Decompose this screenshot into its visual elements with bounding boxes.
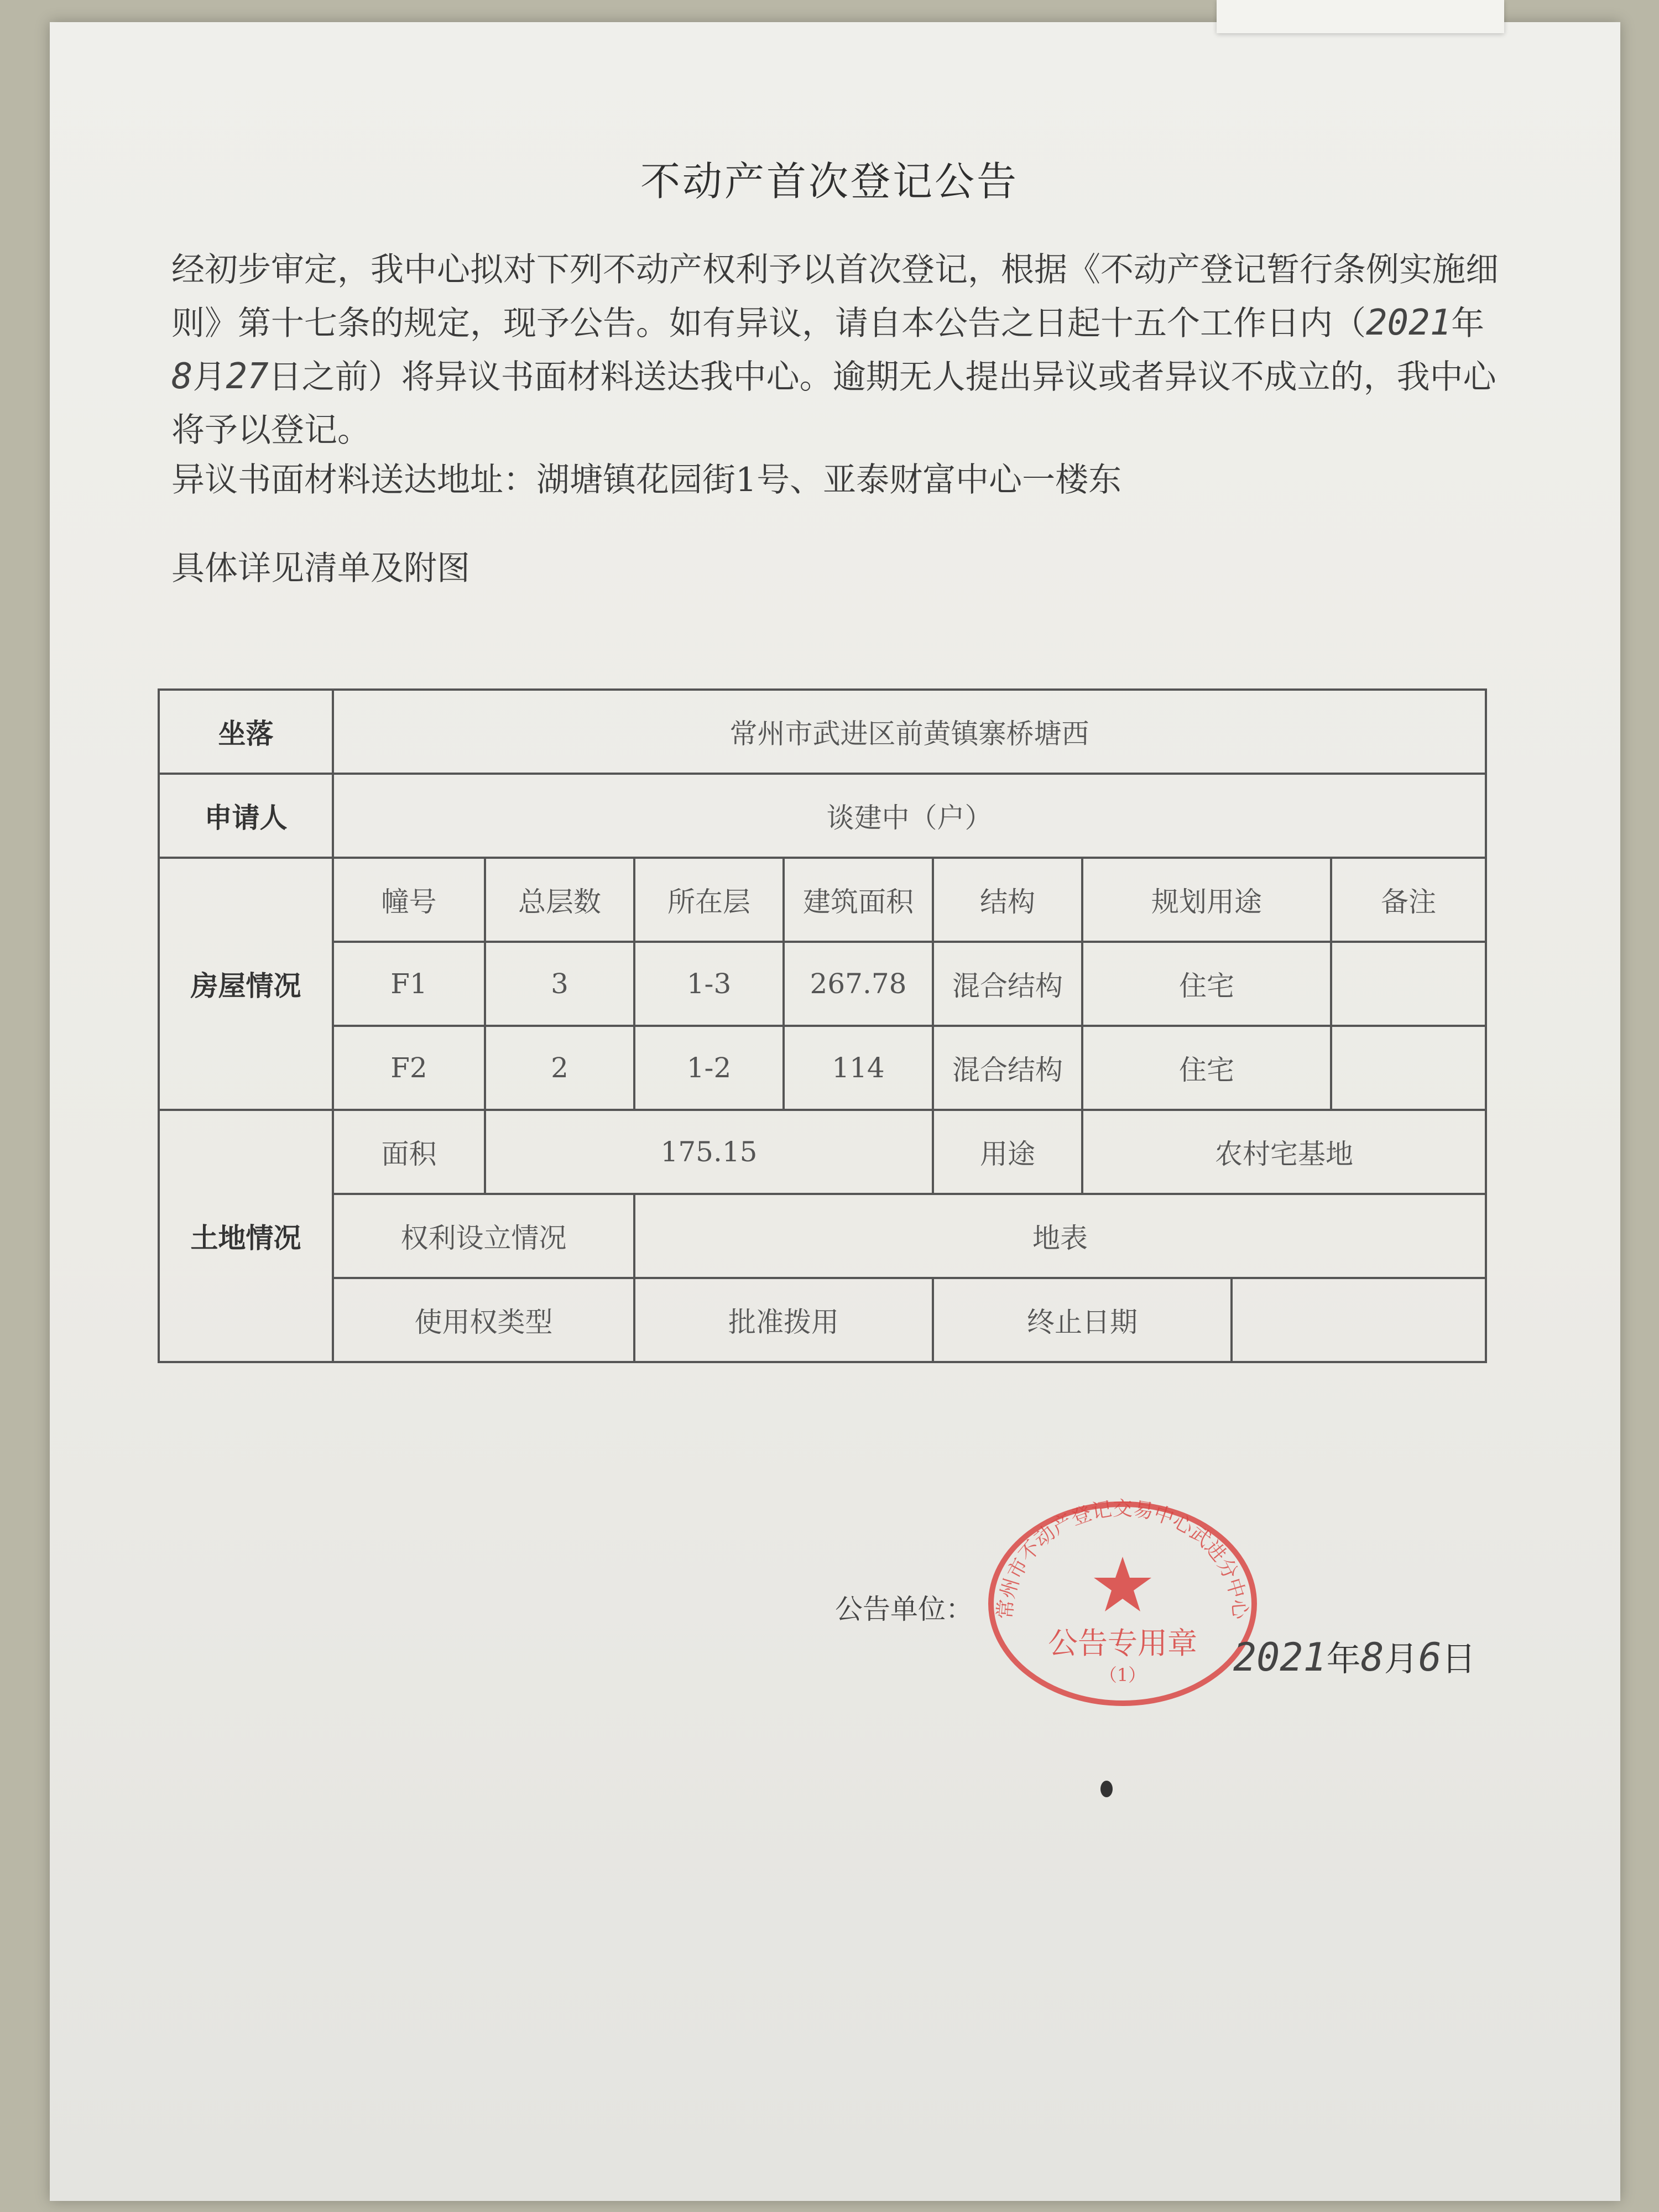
house-row-f2: [159, 1026, 1486, 1110]
ink-speck: [1100, 1781, 1113, 1797]
house-header-area: 建筑面积: [784, 858, 933, 942]
house-row-f1: [159, 942, 1486, 1026]
sign-month: 8: [1360, 1635, 1384, 1680]
house-header-use: 规划用途: [1082, 858, 1331, 942]
use-value: 农村宅基地: [1082, 1110, 1486, 1194]
usetype-value: 批准拨用: [634, 1278, 933, 1362]
property-table: [158, 688, 1487, 1363]
seal-main-text: 公告专用章: [1048, 1626, 1197, 1661]
notice-title: 不动产首次登记公告: [640, 158, 1019, 205]
end-date-value: [1232, 1278, 1486, 1362]
land-label: 土地情况: [159, 1110, 333, 1362]
applicant-label: 申请人: [159, 774, 333, 858]
table-cell: 住宅: [1082, 942, 1331, 1026]
deadline-month: 8: [171, 356, 193, 397]
month-char: 月: [192, 358, 226, 397]
land-rights-row: [159, 1194, 1486, 1278]
location-value: 常州市武进区前黄镇寨桥塘西: [333, 690, 1486, 774]
table-cell: 267.78: [784, 942, 933, 1026]
house-header-floors: 总层数: [485, 858, 634, 942]
use-label: 用途: [933, 1110, 1082, 1194]
house-header-remarks: 备注: [1331, 858, 1486, 942]
seal-star-icon: [1094, 1557, 1151, 1611]
house-label: 房屋情况: [159, 858, 333, 1110]
table-cell: 3: [485, 942, 634, 1026]
details-note: 具体详见清单及附图: [171, 549, 470, 588]
year-char: 年: [1451, 304, 1485, 343]
table-cell: 114: [784, 1026, 933, 1110]
table-cell: [1331, 1026, 1486, 1110]
sign-year-char: 年: [1326, 1639, 1361, 1679]
end-date-label: 终止日期: [933, 1278, 1232, 1362]
table-cell: 2: [485, 1026, 634, 1110]
rights-label: 权利设立情况: [333, 1194, 634, 1278]
table-cell: 1-2: [634, 1026, 784, 1110]
notice-body: [171, 243, 1499, 457]
location-label: 坐落: [159, 690, 333, 774]
sign-year: 2021: [1233, 1635, 1327, 1680]
table-cell: 1-3: [634, 942, 784, 1026]
rights-value: 地表: [634, 1194, 1486, 1278]
land-usetype-row: [159, 1278, 1486, 1362]
house-header-floor-level: 所在层: [634, 858, 784, 942]
house-header-structure: 结构: [933, 858, 1082, 942]
area-value: 175.15: [485, 1110, 933, 1194]
notice-paragraph-1: 经初步审定，我中心拟对下列不动产权利予以首次登记，根据《不动产登记暂行条例实施细则》第十七条的规定，现予公告。如有异议，请自本公告之日起十五个工作日内（: [171, 251, 1499, 343]
house-header-row: [159, 858, 1486, 942]
table-cell: 混合结构: [933, 942, 1082, 1026]
applicant-row: [159, 774, 1486, 858]
sign-day-char: 日: [1441, 1639, 1476, 1679]
objection-address: 异议书面材料送达地址：湖塘镇花园街1号、亚泰财富中心一楼东: [171, 461, 1122, 499]
location-row: [159, 690, 1486, 774]
table-cell: F2: [333, 1026, 485, 1110]
table-cell: 混合结构: [933, 1026, 1082, 1110]
signing-date: [1233, 1631, 1476, 1681]
table-cell: [1331, 942, 1486, 1026]
seal-number: （1）: [1099, 1665, 1146, 1686]
sign-month-char: 月: [1384, 1639, 1418, 1679]
applicant-value: 谈建中（户）: [333, 774, 1486, 858]
area-label: 面积: [333, 1110, 485, 1194]
usetype-label: 使用权类型: [333, 1278, 634, 1362]
table-cell: 住宅: [1082, 1026, 1331, 1110]
deadline-year: 2021: [1366, 302, 1452, 343]
sign-day: 6: [1418, 1635, 1442, 1680]
notice-unit-label: 公告单位：: [835, 1593, 973, 1625]
house-header-building: 幢号: [333, 858, 485, 942]
table-cell: F1: [333, 942, 485, 1026]
official-seal: [973, 1488, 1272, 1709]
land-area-row: [159, 1110, 1486, 1194]
seal-ring-text: 常州市不动产登记交易中心武进分中心: [994, 1498, 1251, 1620]
notice-paragraph-2: 日之前）将异议书面材料送达我中心。逾期无人提出异议或者异议不成立的，我中心将予以登记。: [171, 358, 1496, 450]
background-paper-strip: [1217, 0, 1504, 33]
deadline-day: 27: [226, 356, 269, 397]
